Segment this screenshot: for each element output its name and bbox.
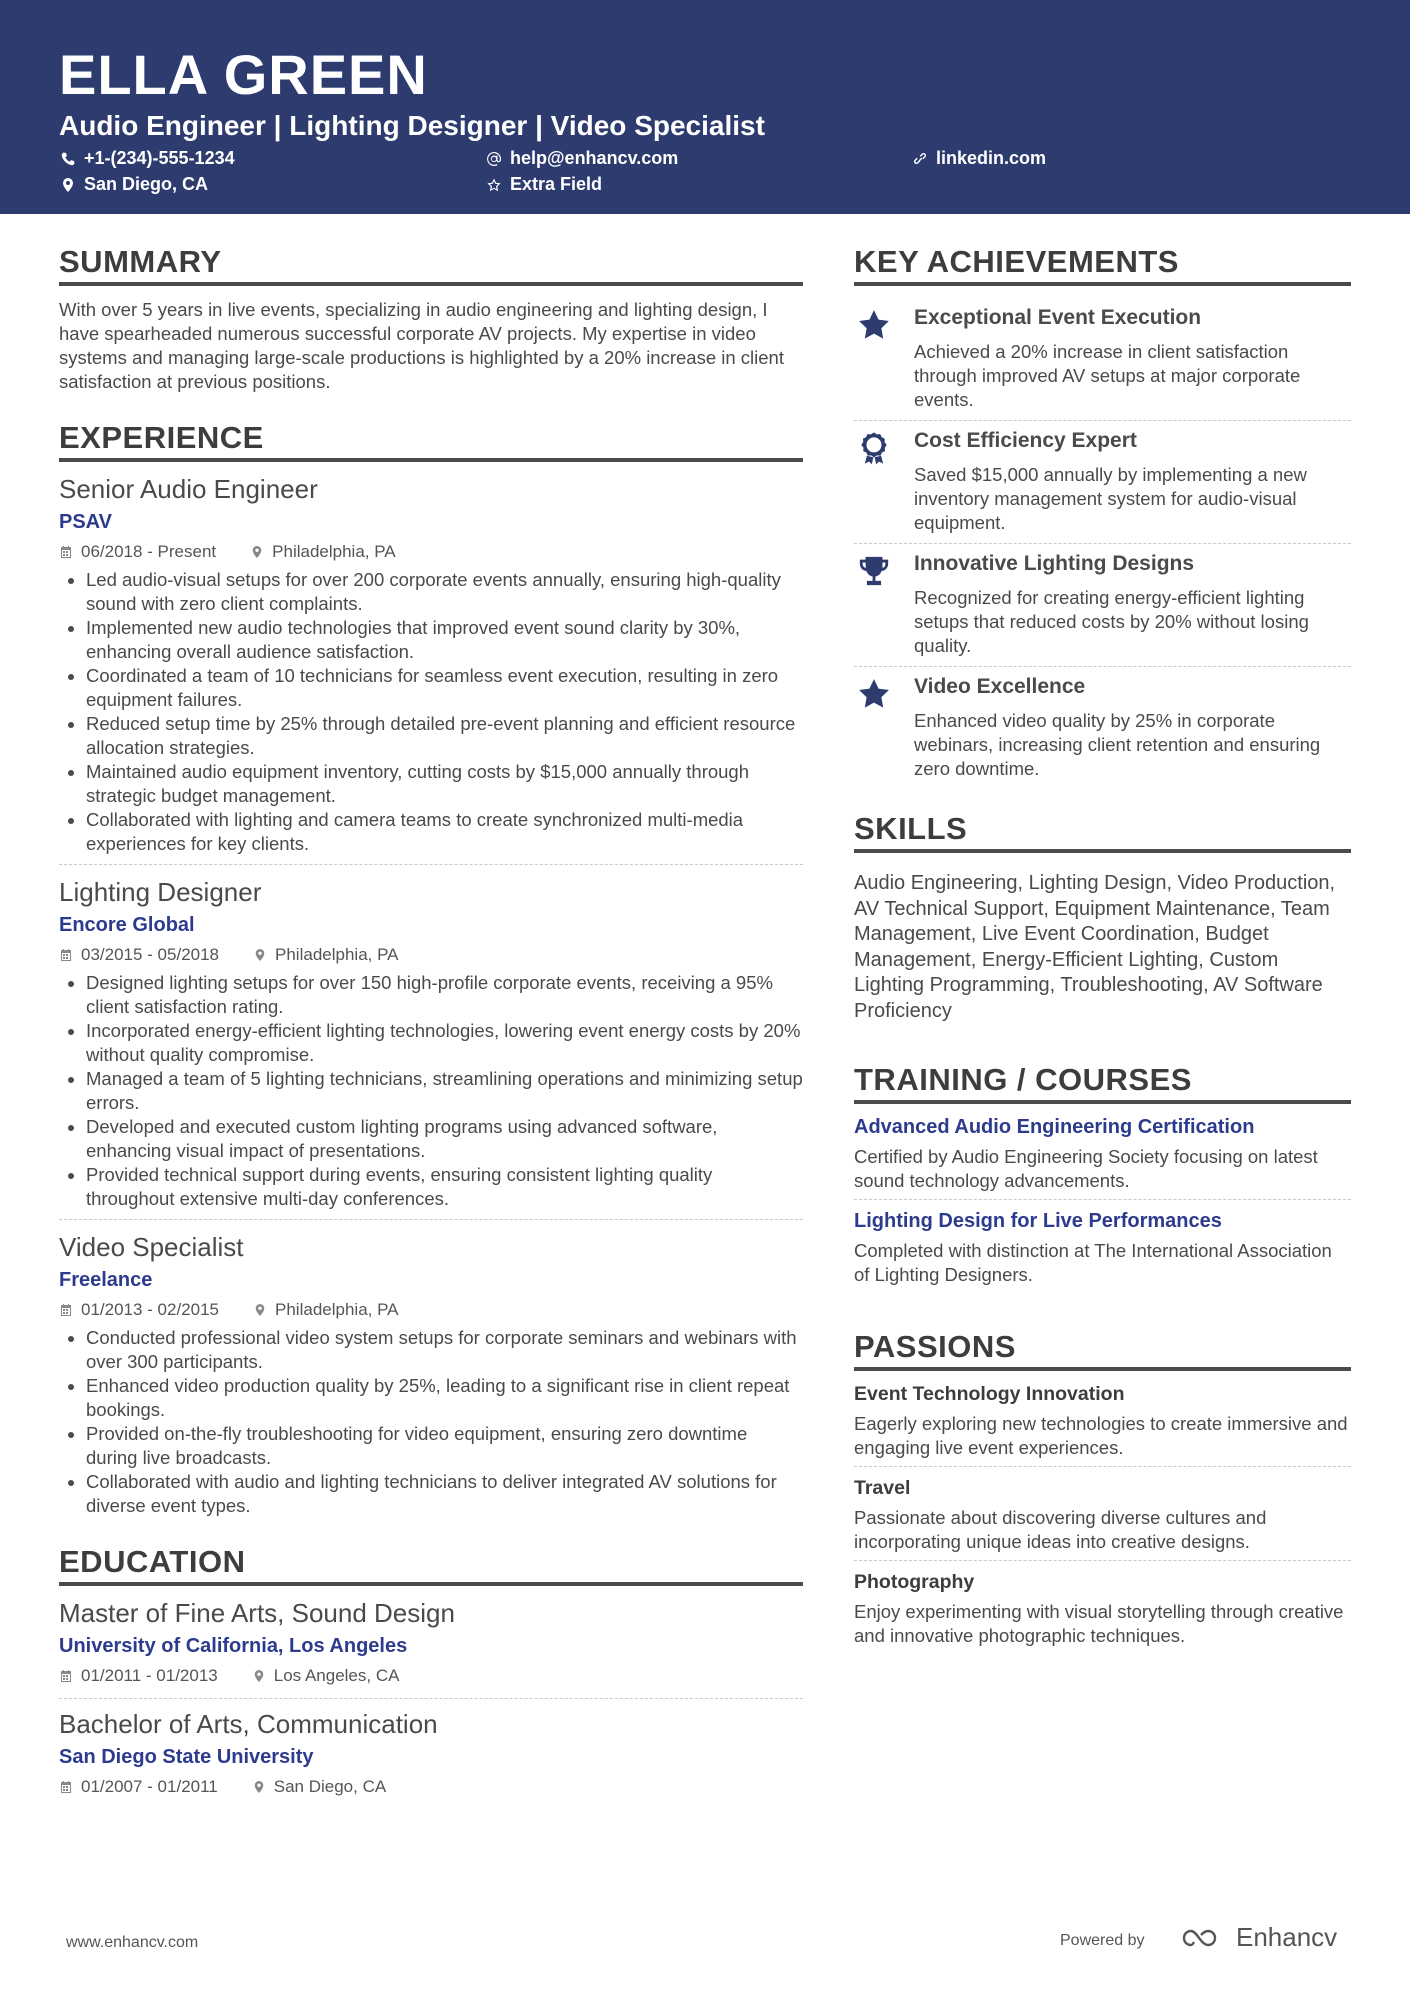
achievement-title: Exceptional Event Execution	[914, 306, 1202, 329]
passion-desc: Enjoy experimenting with visual storytelling through creative and innovative photographic techniques.	[854, 1601, 1344, 1646]
job-bullet: • Collaborated with audio and lighting technicians to deliver integrated AV solutions for diverse event types.	[86, 1470, 803, 1518]
achievement-icon-wrap	[854, 552, 894, 658]
job-bullet: • Managed a team of 5 lighting technicians, streamlining operations and minimizing setup errors.	[86, 1067, 803, 1115]
education-meta	[59, 1777, 803, 1797]
job-dates: 01/2013 - 02/2015	[81, 1300, 220, 1319]
achievement-body	[914, 429, 1351, 535]
achievement-item	[854, 421, 1351, 544]
passion-desc: Eagerly exploring new technologies to create immersive and engaging live event experiences.	[854, 1413, 1348, 1458]
degree-title: Master of Fine Arts, Sound Design	[59, 1598, 455, 1628]
education-location: Los Angeles, CA	[273, 1666, 400, 1685]
course-desc: Certified by Audio Engineering Society focusing on latest sound technology advancements.	[854, 1146, 1318, 1191]
job-bullet: • Enhanced video production quality by 25%, leading to a significant rise in client repeat bookings.	[86, 1374, 803, 1422]
job-bullets	[59, 971, 803, 1211]
education-dates: 01/2011 - 01/2013	[81, 1666, 218, 1685]
location-pin-icon	[60, 177, 76, 193]
job-bullet: • Conducted professional video system setups for corporate seminars and webinars with over 300 participants.	[86, 1326, 803, 1374]
job-bullet: • Incorporated energy-efficient lighting technologies, lowering event energy costs by 20% without quality compromise.	[86, 1019, 803, 1067]
course-item	[854, 1210, 1351, 1293]
enhancv-logo-text: Enhancv	[1236, 1922, 1338, 1952]
location-pin-icon	[253, 1303, 267, 1317]
footer-powered-by: Powered by	[1060, 1932, 1145, 1949]
passions-heading: PASSIONS	[854, 1329, 1351, 1371]
contact-phone	[60, 148, 235, 169]
achievements-heading: KEY ACHIEVEMENTS	[854, 244, 1351, 286]
achievement-desc: Achieved a 20% increase in client satisfaction through improved AV setups at major corporate events.	[914, 341, 1301, 410]
education-entry	[59, 1709, 803, 1809]
job-bullet: • Collaborated with lighting and camera teams to create synchronized multi-media experiences for key clients.	[86, 808, 803, 856]
training-list	[854, 1116, 1351, 1293]
linkedin-text: linkedin.com	[936, 148, 1047, 168]
achievement-item	[854, 298, 1351, 421]
link-icon	[912, 151, 928, 167]
company-name: PSAV	[59, 511, 112, 533]
enhancv-logo-icon	[1180, 1926, 1228, 1950]
school-name: University of California, Los Angeles	[59, 1635, 408, 1657]
company-name: Encore Global	[59, 914, 195, 936]
left-column	[59, 230, 803, 1819]
job-location: Philadelphia, PA	[275, 1300, 399, 1319]
achievement-icon-wrap	[854, 675, 894, 781]
achievement-body	[914, 675, 1351, 781]
award-ribbon-icon	[857, 431, 891, 535]
calendar-icon	[59, 1780, 73, 1794]
job-meta	[59, 1300, 803, 1320]
location-pin-icon	[253, 948, 267, 962]
course-title: Lighting Design for Live Performances	[854, 1210, 1222, 1232]
candidate-name: ELLA GREEN	[59, 43, 428, 106]
contact-linkedin[interactable]	[912, 148, 1046, 169]
job-bullet: • Developed and executed custom lighting programs using advanced software, enhancing visual impact of presentations.	[86, 1115, 803, 1163]
summary-text: With over 5 years in live events, specializing in audio engineering and lighting design, I have spearheaded numerous successful corporate AV projects. My expertise in video systems and managing large-scale productions is highlighted by a 20% increase in client satisfaction at previous positions.	[59, 299, 784, 392]
education-location: San Diego, CA	[273, 1777, 387, 1796]
location-pin-icon	[252, 1780, 266, 1794]
experience-entry	[59, 1232, 803, 1526]
job-title: Video Specialist	[59, 1232, 244, 1262]
contact-email[interactable]	[486, 148, 678, 169]
trophy-icon	[857, 554, 891, 658]
experience-heading: EXPERIENCE	[59, 420, 803, 462]
svg-text:1: 1	[870, 440, 878, 452]
at-icon	[486, 151, 502, 167]
education-list	[59, 1598, 803, 1809]
achievement-body	[914, 306, 1351, 412]
passion-title: Photography	[854, 1571, 975, 1593]
job-meta	[59, 542, 803, 562]
job-bullets	[59, 568, 803, 856]
training-heading: TRAINING / COURSES	[854, 1062, 1351, 1104]
passion-item	[854, 1571, 1351, 1654]
job-bullet: • Provided on-the-fly troubleshooting for video equipment, ensuring zero downtime during live broadcasts.	[86, 1422, 803, 1470]
education-dates: 01/2007 - 01/2011	[81, 1777, 218, 1796]
achievement-title: Video Excellence	[914, 675, 1086, 698]
job-bullet: • Implemented new audio technologies that improved event sound clarity by 30%, enhancing overall audience satisfaction.	[86, 616, 803, 664]
job-bullet: • Coordinated a team of 10 technicians for seamless event execution, resulting in zero equipment failures.	[86, 664, 803, 712]
job-bullet: • Provided technical support during events, ensuring consistent lighting quality throughout extensive multi-day conferences.	[86, 1163, 803, 1211]
passions-list	[854, 1383, 1351, 1654]
course-desc: Completed with distinction at The International Association of Lighting Designers.	[854, 1240, 1332, 1285]
job-location: Philadelphia, PA	[272, 542, 396, 561]
course-title: Advanced Audio Engineering Certification	[854, 1116, 1255, 1138]
job-bullets	[59, 1326, 803, 1518]
passion-title: Travel	[854, 1477, 911, 1499]
education-heading: EDUCATION	[59, 1544, 803, 1586]
star-outline-icon	[486, 177, 502, 193]
job-dates: 03/2015 - 05/2018	[81, 945, 220, 964]
skills-text: Audio Engineering, Lighting Design, Video Production, AV Technical Support, Equipment Maintenance, Team Management, Live Event Coordination, Budget Management, Energy-Efficient Lighting, Custom Lighting Programming, Troubleshooting, AV Software Proficiency	[854, 872, 1336, 1022]
right-column	[854, 230, 1351, 1664]
experience-entry	[59, 474, 803, 865]
achievement-icon-wrap	[854, 306, 894, 412]
extra-text: Extra Field	[510, 174, 603, 194]
star-icon	[857, 308, 891, 412]
phone-text: +1-(234)-555-1234	[84, 148, 235, 168]
achievement-title: Cost Efficiency Expert	[914, 429, 1137, 452]
star-icon	[857, 677, 891, 781]
job-bullet: • Reduced setup time by 25% through detailed pre-event planning and efficient resource allocation strategies.	[86, 712, 803, 760]
achievement-desc: Recognized for creating energy-efficient lighting setups that reduced costs by 20% without losing quality.	[914, 587, 1309, 656]
calendar-icon	[59, 545, 73, 559]
skills-heading: SKILLS	[854, 811, 1351, 853]
achievements-list	[854, 298, 1351, 789]
passion-desc: Passionate about discovering diverse cultures and incorporating unique ideas into creative designs.	[854, 1507, 1267, 1552]
job-bullet: • Led audio-visual setups for over 200 corporate events annually, ensuring high-quality sound with zero client complaints.	[86, 568, 803, 616]
location-text: San Diego, CA	[84, 174, 209, 194]
passion-item	[854, 1383, 1351, 1467]
passion-title: Event Technology Innovation	[854, 1383, 1125, 1405]
job-bullet: • Designed lighting setups for over 150 high-profile corporate events, receiving a 95% client satisfaction rating.	[86, 971, 803, 1019]
summary-heading: SUMMARY	[59, 244, 803, 286]
job-meta	[59, 945, 803, 965]
course-item	[854, 1116, 1351, 1200]
achievement-item	[854, 544, 1351, 667]
achievement-icon-wrap	[854, 429, 894, 535]
passion-item	[854, 1477, 1351, 1561]
calendar-icon	[59, 1669, 73, 1683]
contact-extra	[486, 174, 602, 195]
education-entry	[59, 1598, 803, 1699]
job-bullet: • Maintained audio equipment inventory, cutting costs by $15,000 annually through strategic budget management.	[86, 760, 803, 808]
achievement-title: Innovative Lighting Designs	[914, 552, 1195, 575]
experience-list	[59, 474, 803, 1526]
job-dates: 06/2018 - Present	[81, 542, 217, 561]
location-pin-icon	[252, 1669, 266, 1683]
achievement-desc: Saved $15,000 annually by implementing a new inventory management system for audio-visual equipment.	[914, 464, 1307, 533]
email-text: help@enhancv.com	[510, 148, 679, 168]
job-location: Philadelphia, PA	[275, 945, 399, 964]
location-pin-icon	[250, 545, 264, 559]
calendar-icon	[59, 1303, 73, 1317]
resume-header	[0, 0, 1410, 214]
achievement-desc: Enhanced video quality by 25% in corporate webinars, increasing client retention and ensuring zero downtime.	[914, 710, 1321, 779]
candidate-title: Audio Engineer | Lighting Designer | Video Specialist	[59, 110, 765, 141]
calendar-icon	[59, 948, 73, 962]
school-name: San Diego State University	[59, 1746, 314, 1768]
experience-entry	[59, 877, 803, 1220]
achievement-item	[854, 667, 1351, 789]
degree-title: Bachelor of Arts, Communication	[59, 1709, 438, 1739]
company-name: Freelance	[59, 1269, 153, 1291]
achievement-body	[914, 552, 1351, 658]
footer-url[interactable]: www.enhancv.com	[66, 1934, 199, 1951]
job-title: Lighting Designer	[59, 877, 262, 907]
education-meta	[59, 1666, 803, 1686]
contact-location	[60, 174, 208, 195]
phone-icon	[60, 151, 76, 167]
job-title: Senior Audio Engineer	[59, 474, 318, 504]
enhancv-logo[interactable]	[1180, 1922, 1337, 1953]
